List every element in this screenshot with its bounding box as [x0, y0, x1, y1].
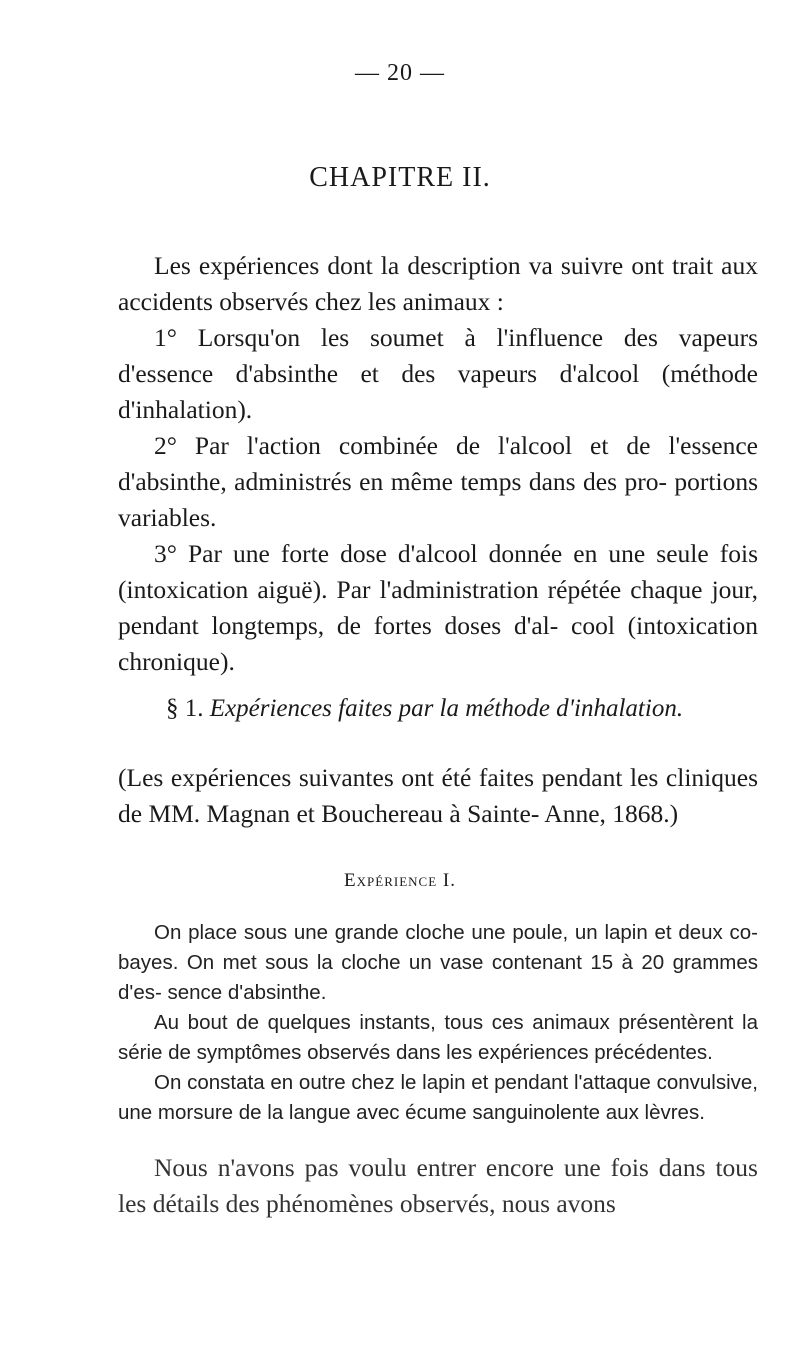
closing-paragraph: Nous n'avons pas voulu entrer encore une fois dans tous les détails des phénomènes observés, nous avons: [118, 1153, 758, 1218]
section-symbol: §: [166, 695, 179, 722]
intro-paragraph: 2° Par l'action combinée de l'alcool et de l'essence d'absinthe, administrés en même temps dans des pro- portions variables.: [118, 431, 758, 532]
intro-paragraph: 3° Par une forte dose d'alcool donnée en une seule fois (intoxication aiguë). Par l'administration répétée chaque jour, pendant longtemps, de fortes doses d'al- cool (intoxication chronique).: [118, 539, 758, 676]
section-heading: [118, 695, 758, 723]
chapter-title: CHAPITRE II.: [309, 162, 491, 193]
intro-text: [118, 248, 758, 680]
clinical-note: [118, 760, 758, 832]
page-number: — 20 —: [355, 60, 445, 86]
experience-paragraph: On place sous une grande cloche une poule, un lapin et deux co- bayes. On met sous la cloche un vase contenant 15 à 20 grammes d'es- sence d'absinthe.: [118, 921, 758, 1004]
section-title: Expériences faites par la méthode d'inhalation.: [209, 695, 684, 722]
note-paragraph: (Les expériences suivantes ont été faites pendant les cliniques de MM. Magnan et Bouchereau à Sainte- Anne, 1868.): [118, 763, 758, 828]
intro-paragraph: Les expériences dont la description va suivre ont trait aux accidents observés chez les animaux :: [118, 251, 758, 316]
section-number: 1.: [184, 695, 204, 722]
experience-heading: Expérience I.: [344, 870, 456, 891]
closing-text: [118, 1150, 758, 1222]
experience-paragraph: Au bout de quelques instants, tous ces animaux présentèrent la série de symptômes observés dans les expériences précédentes.: [118, 1011, 758, 1064]
experience-text: [118, 918, 758, 1128]
experience-paragraph: On constata en outre chez le lapin et pendant l'attaque convulsive, une morsure de la langue avec écume sanguinolente aux lèvres.: [118, 1071, 758, 1124]
intro-paragraph: 1° Lorsqu'on les soumet à l'influence des vapeurs d'essence d'absinthe et des vapeurs d'alcool (méthode d'inhalation).: [118, 323, 758, 424]
